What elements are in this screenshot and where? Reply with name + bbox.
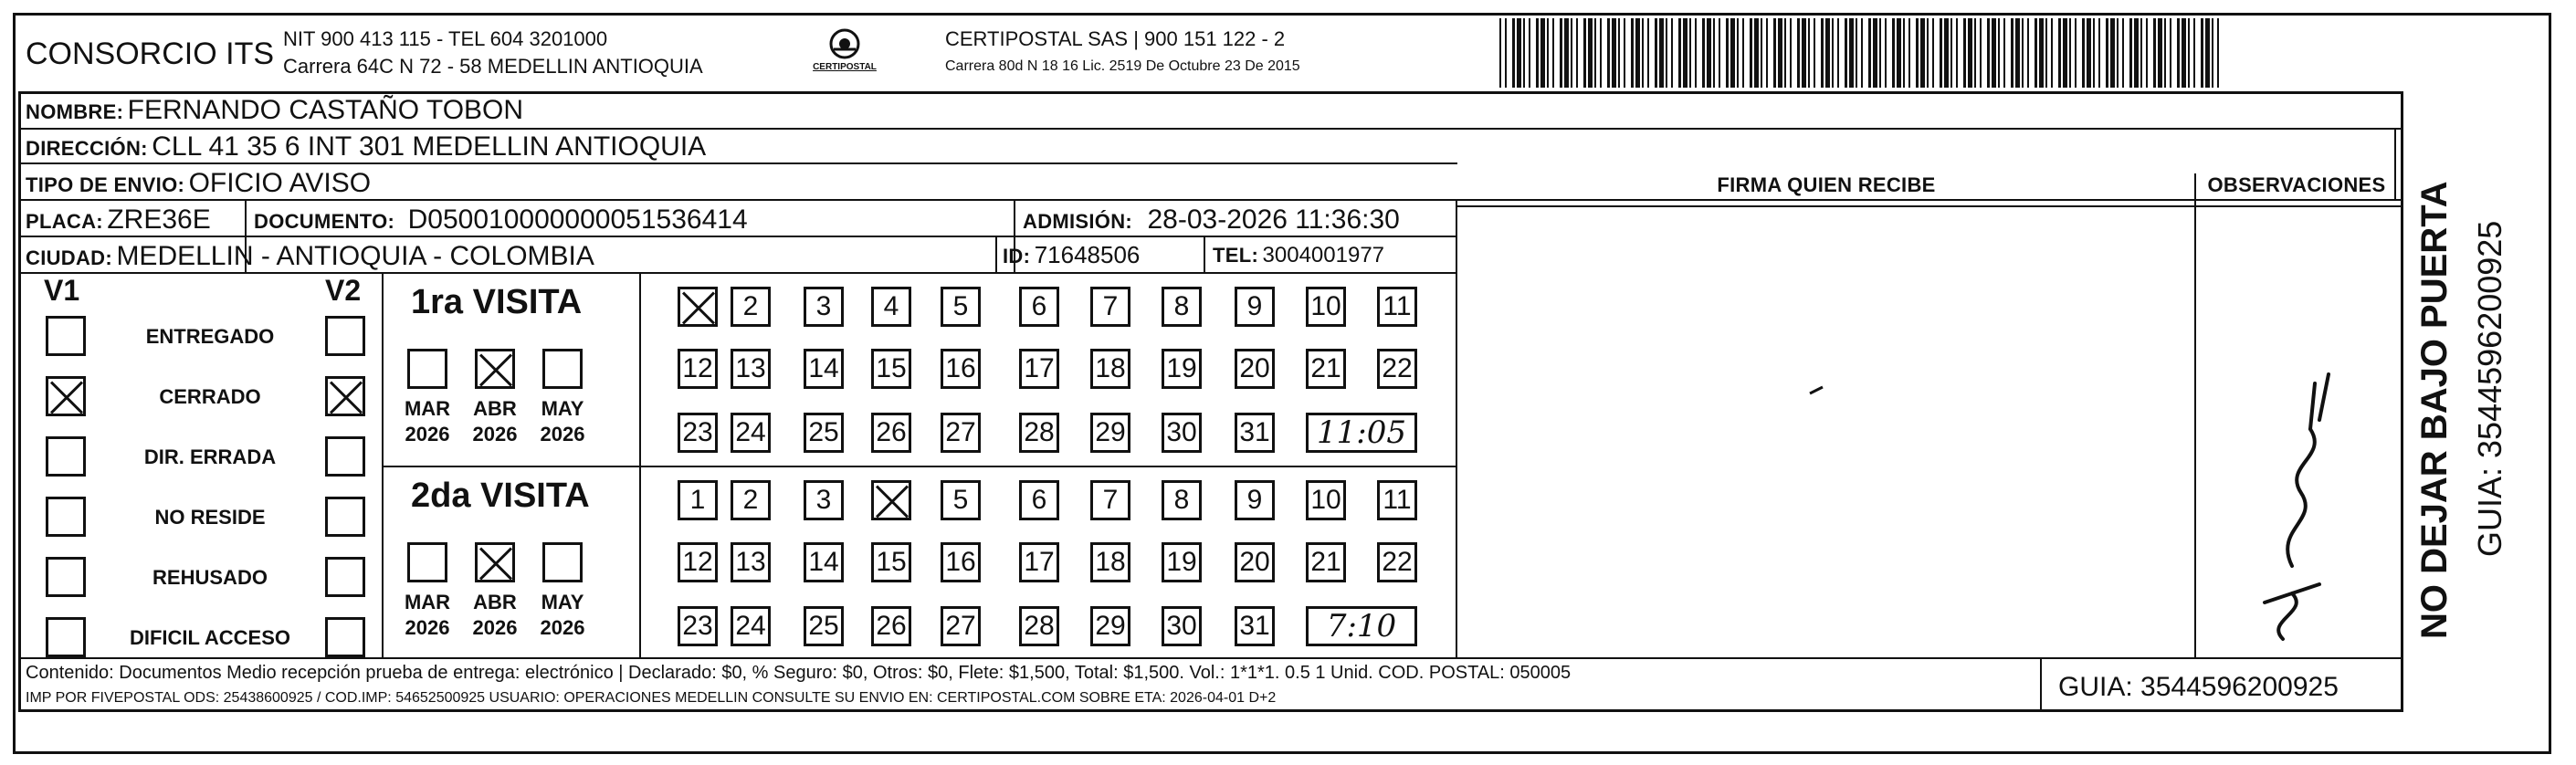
visit-day-box[interactable]: 29 — [1090, 413, 1130, 453]
visit-day-box[interactable]: 6 — [1019, 480, 1059, 520]
footer-line2: IMP POR FIVEPOSTAL ODS: 25438600925 / COD.IMP: 54652500925 USUARIO: OPERACIONES MEDELLIN CONSULTE SU ENVIO EN: CERTIPOSTAL.COM SOBRE ETA: 2026-04-01 D+2 — [26, 690, 1277, 706]
visit-time-box[interactable]: 11:05 — [1306, 413, 1417, 453]
direccion-label: DIRECCIÓN: — [26, 137, 148, 160]
documento-label: DOCUMENTO: — [254, 210, 395, 233]
documento-value: D050010000000051536414 — [407, 204, 748, 235]
visit-day-box[interactable]: 30 — [1162, 606, 1202, 646]
visit-day-box[interactable]: 13 — [731, 349, 771, 389]
status-label: DIR. ERRADA — [143, 445, 277, 468]
visit-day-box[interactable]: 30 — [1162, 413, 1202, 453]
visit-day-box[interactable]: 9 — [1235, 287, 1275, 327]
visit-day-box[interactable]: 11 — [1377, 480, 1417, 520]
v2-checkbox[interactable] — [325, 497, 365, 537]
nombre-row — [26, 95, 523, 126]
visit-month-checkbox[interactable] — [542, 542, 583, 582]
visit-day-box[interactable]: 8 — [1162, 287, 1202, 327]
status-label: CERRADO — [159, 385, 261, 408]
visit-month-caption — [535, 590, 590, 641]
footer-line1: Contenido: Documentos Medio recepción prueba de entrega: electrónico | Declarado: $0, % Seguro: $0, Otros: $0, Flete: $1,500, Total: $1,500. Vol.: 1*1*1. 0.5 1 Unid. COD. POSTAL: 050005 — [26, 663, 1572, 683]
visit-day-box[interactable]: 12 — [678, 542, 718, 582]
no-dejar-bajo-puerta: NO DEJAR BAJO PUERTA — [2414, 181, 2455, 639]
status-label: REHUSADO — [152, 566, 268, 589]
visit-day-box[interactable]: 27 — [941, 606, 981, 646]
visit-year-label: 2026 — [472, 616, 518, 639]
tipo-row — [26, 168, 371, 199]
visit-title: 1ra VISITA — [411, 283, 583, 321]
carrier-line1: CERTIPOSTAL SAS | 900 151 122 - 2 — [945, 27, 1286, 50]
visit-day-box[interactable]: 24 — [731, 606, 771, 646]
visit-day-box[interactable]: 5 — [941, 287, 981, 327]
visit-day-box[interactable]: 19 — [1162, 542, 1202, 582]
tipo-label: TIPO DE ENVIO: — [26, 173, 185, 196]
visit-day-box[interactable]: 26 — [871, 606, 911, 646]
visit-day-box[interactable]: 27 — [941, 413, 981, 453]
visit-day-box[interactable]: 17 — [1019, 349, 1059, 389]
tel-row — [1213, 243, 1384, 268]
visit-day-box[interactable]: 29 — [1090, 606, 1130, 646]
visit-day-box[interactable]: 14 — [804, 542, 844, 582]
id-row — [1003, 241, 1140, 269]
visit-day-box[interactable]: 13 — [731, 542, 771, 582]
visit-day-box[interactable]: 7 — [1090, 480, 1130, 520]
visit-day-box[interactable]: 7 — [1090, 287, 1130, 327]
v1-checkbox[interactable] — [46, 617, 86, 657]
visit-month-caption — [535, 396, 590, 447]
visit-day-box[interactable]: 18 — [1090, 542, 1130, 582]
visit-day-box[interactable]: 25 — [804, 413, 844, 453]
visit-title: 2da VISITA — [411, 477, 590, 515]
visit-day-box[interactable]: 10 — [1306, 480, 1346, 520]
visit-year-label: 2026 — [540, 423, 585, 445]
visit-day-box[interactable]: 21 — [1306, 349, 1346, 389]
visit-month-checkbox[interactable] — [542, 349, 583, 389]
visit-day-box[interactable]: 3 — [804, 287, 844, 327]
status-label: NO RESIDE — [154, 506, 266, 529]
visit-year-label: 2026 — [405, 423, 450, 445]
visit-day-box[interactable]: 17 — [1019, 542, 1059, 582]
visit-day-box[interactable]: 2 — [731, 287, 771, 327]
visit-day-box[interactable]: 26 — [871, 413, 911, 453]
ciudad-label: CIUDAD: — [26, 246, 112, 269]
documento-row — [254, 204, 748, 236]
status-label: DIFICIL ACCESO — [129, 626, 290, 649]
company-line1: NIT 900 413 115 - TEL 604 3201000 — [283, 27, 608, 50]
visit-day-box[interactable]: 22 — [1377, 542, 1417, 582]
v1-checkbox[interactable] — [46, 497, 86, 537]
barcode — [1498, 18, 2228, 88]
id-value: 71648506 — [1034, 241, 1141, 268]
v2-checkbox[interactable] — [325, 316, 365, 356]
visit-day-box[interactable]: 28 — [1019, 606, 1059, 646]
company-line2: Carrera 64C N 72 - 58 MEDELLIN ANTIOQUIA — [283, 55, 703, 78]
visit-month-label: MAR — [404, 591, 451, 613]
visit-day-box[interactable]: 20 — [1235, 542, 1275, 582]
tel-label: TEL: — [1213, 244, 1259, 267]
visit-day-box[interactable]: 14 — [804, 349, 844, 389]
direccion-row — [26, 131, 706, 162]
id-label: ID: — [1003, 245, 1031, 267]
visit-day-box[interactable]: 10 — [1306, 287, 1346, 327]
visit-day-box[interactable]: 11 — [1377, 287, 1417, 327]
visit-time-box[interactable]: 7:10 — [1306, 606, 1417, 646]
visit-day-box[interactable]: 31 — [1235, 606, 1275, 646]
visit-month-caption — [468, 590, 522, 641]
visit-month-label: MAR — [404, 397, 451, 420]
visit-month-caption — [400, 396, 455, 447]
visit-month-caption — [400, 590, 455, 641]
visit-day-box[interactable]: 23 — [678, 413, 718, 453]
visit-day-box[interactable]: 23 — [678, 606, 718, 646]
visit-day-box[interactable]: 16 — [941, 349, 981, 389]
placa-row — [26, 204, 211, 236]
v1-checkbox[interactable] — [46, 316, 86, 356]
v2-checkbox[interactable] — [325, 617, 365, 657]
visit-day-box[interactable] — [871, 480, 911, 520]
admision-row — [1023, 204, 1400, 236]
status-label: ENTREGADO — [145, 325, 275, 348]
visit-day-box[interactable]: 19 — [1162, 349, 1202, 389]
observaciones-label: OBSERVACIONES — [2207, 173, 2386, 196]
visit-day-box[interactable]: 24 — [731, 413, 771, 453]
visit-day-box[interactable]: 18 — [1090, 349, 1130, 389]
visit-day-box[interactable]: 12 — [678, 349, 718, 389]
firma-label: FIRMA QUIEN RECIBE — [1717, 173, 1936, 196]
tipo-value: OFICIO AVISO — [188, 168, 372, 198]
v1-label: V1 — [44, 274, 80, 307]
visit-month-checkbox[interactable] — [407, 349, 447, 389]
visit-month-caption — [468, 396, 522, 447]
visit-day-box[interactable]: 8 — [1162, 480, 1202, 520]
admision-value: 28-03-2026 11:36:30 — [1147, 204, 1400, 235]
nombre-value: FERNANDO CASTAÑO TOBON — [127, 95, 524, 125]
company-name: CONSORCIO ITS — [26, 37, 275, 71]
v2-label: V2 — [325, 274, 362, 307]
visit-month-label: MAY — [541, 397, 584, 420]
visit-year-label: 2026 — [405, 616, 450, 639]
visit-day-box[interactable]: 5 — [941, 480, 981, 520]
visit-year-label: 2026 — [472, 423, 518, 445]
visit-year-label: 2026 — [540, 616, 585, 639]
visit-day-box[interactable]: 9 — [1235, 480, 1275, 520]
visit-month-label: ABR — [473, 591, 517, 613]
certipostal-logo — [804, 26, 886, 80]
visit-month-checkbox[interactable] — [475, 349, 515, 389]
visit-day-box[interactable]: 2 — [731, 480, 771, 520]
placa-value: ZRE36E — [107, 204, 211, 235]
v2-checkbox[interactable] — [325, 376, 365, 416]
visit-day-box[interactable]: 31 — [1235, 413, 1275, 453]
visit-month-checkbox[interactable] — [407, 542, 447, 582]
ciudad-row — [26, 241, 594, 272]
visit-day-box[interactable]: 21 — [1306, 542, 1346, 582]
direccion-value: CLL 41 35 6 INT 301 MEDELLIN ANTIOQUIA — [152, 131, 707, 162]
tel-value: 3004001977 — [1262, 243, 1385, 267]
ciudad-value: MEDELLIN - ANTIOQUIA - COLOMBIA — [116, 241, 594, 271]
visit-day-box[interactable]: 6 — [1019, 287, 1059, 327]
visit-day-box[interactable]: 16 — [941, 542, 981, 582]
v1-checkbox[interactable] — [46, 557, 86, 597]
visit-day-box[interactable]: 4 — [871, 287, 911, 327]
visit-day-box[interactable]: 22 — [1377, 349, 1417, 389]
nombre-label: NOMBRE: — [26, 100, 124, 123]
placa-label: PLACA: — [26, 210, 103, 233]
visit-day-box[interactable]: 28 — [1019, 413, 1059, 453]
observaciones-signature — [2228, 365, 2356, 648]
visit-month-checkbox[interactable] — [475, 542, 515, 582]
certipostal-logo-icon — [804, 26, 886, 80]
side-guia: GUIA: 3544596200925 — [2471, 220, 2508, 557]
visit-day-box[interactable] — [678, 287, 718, 327]
visit-month-label: ABR — [473, 397, 517, 420]
visit-day-box[interactable]: 15 — [871, 349, 911, 389]
v1-checkbox[interactable] — [46, 436, 86, 477]
v1-checkbox[interactable] — [46, 376, 86, 416]
v2-checkbox[interactable] — [325, 557, 365, 597]
certipostal-logo-text: CERTIPOSTAL — [813, 62, 877, 72]
admision-label: ADMISIÓN: — [1023, 210, 1133, 233]
visit-day-box[interactable]: 20 — [1235, 349, 1275, 389]
footer-guia: GUIA: 3544596200925 — [2058, 672, 2339, 702]
visit-day-box[interactable]: 15 — [871, 542, 911, 582]
visit-day-box[interactable]: 1 — [678, 480, 718, 520]
visit-day-box[interactable]: 25 — [804, 606, 844, 646]
carrier-line2: Carrera 80d N 18 16 Lic. 2519 De Octubre 23 De 2015 — [945, 58, 1300, 74]
signature-mark — [1808, 383, 1826, 400]
visit-month-label: MAY — [541, 591, 584, 613]
visit-day-box[interactable]: 3 — [804, 480, 844, 520]
v2-checkbox[interactable] — [325, 436, 365, 477]
